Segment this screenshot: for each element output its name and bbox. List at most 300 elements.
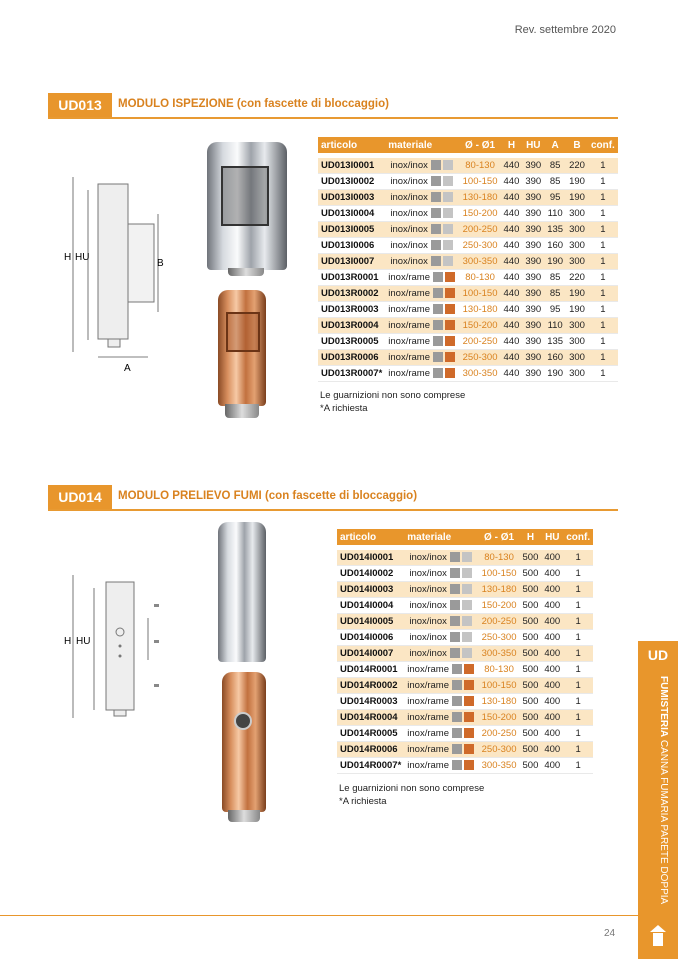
- material-swatch: [462, 584, 472, 594]
- material-cell: inox/rame: [385, 286, 459, 302]
- material-swatch: [445, 304, 455, 314]
- a-cell: 160: [544, 350, 566, 366]
- article-code: UD013I0002: [318, 174, 385, 190]
- b-cell: 190: [566, 302, 588, 318]
- table-row: [318, 222, 618, 238]
- conf-cell: 1: [588, 318, 618, 334]
- a-cell: 110: [544, 318, 566, 334]
- conf-cell: 1: [588, 286, 618, 302]
- hu-cell: 400: [541, 710, 563, 726]
- conf-cell: 1: [588, 174, 618, 190]
- table-row: [337, 598, 593, 614]
- material-swatch: [452, 664, 462, 674]
- table-row: [337, 630, 593, 646]
- h-cell: 500: [520, 710, 542, 726]
- notes-ud013: [320, 389, 465, 415]
- a-cell: 95: [544, 302, 566, 318]
- hu-cell: 390: [522, 302, 544, 318]
- hu-cell: 400: [541, 662, 563, 678]
- conf-cell: 1: [588, 366, 618, 382]
- hu-cell: 400: [541, 758, 563, 774]
- conf-cell: 1: [563, 614, 593, 630]
- material-swatch: [443, 224, 453, 234]
- dim-hu: HU: [75, 252, 90, 263]
- product-photo-steel-inspection: [207, 142, 287, 270]
- article-code: UD013R0007*: [318, 366, 385, 382]
- hu-cell: 390: [522, 222, 544, 238]
- dim-b: B: [157, 258, 164, 269]
- diameter-cell: 250-300: [479, 630, 520, 646]
- diameter-cell: 80-130: [479, 550, 520, 566]
- diameter-cell: 130-180: [460, 190, 501, 206]
- hu-cell: 400: [541, 678, 563, 694]
- article-code: UD014R0004: [337, 710, 404, 726]
- article-code: UD013R0005: [318, 334, 385, 350]
- article-code: UD013I0007: [318, 254, 385, 270]
- h-cell: 500: [520, 662, 542, 678]
- diameter-cell: 300-350: [460, 254, 501, 270]
- side-tab: [638, 641, 678, 959]
- material-swatch: [433, 336, 443, 346]
- material-swatch: [445, 352, 455, 362]
- table-row: [337, 662, 593, 678]
- note-on-request: *A richiesta: [320, 403, 368, 414]
- material-swatch: [445, 272, 455, 282]
- side-tab-text: FUMISTERIA CANNA FUMARIA PARETE DOPPIA: [658, 676, 669, 905]
- conf-cell: 1: [563, 598, 593, 614]
- conf-cell: 1: [588, 254, 618, 270]
- column-header: articolo: [318, 137, 385, 153]
- material-cell: inox/inox: [385, 238, 459, 254]
- a-cell: 190: [544, 366, 566, 382]
- conf-cell: 1: [563, 758, 593, 774]
- conf-cell: 1: [563, 694, 593, 710]
- b-cell: 220: [566, 270, 588, 286]
- h-cell: 500: [520, 550, 542, 566]
- spec-table-ud013: [318, 137, 618, 382]
- h-cell: 440: [501, 238, 523, 254]
- hu-cell: 400: [541, 742, 563, 758]
- b-cell: 300: [566, 318, 588, 334]
- a-cell: 85: [544, 270, 566, 286]
- material-cell: inox/rame: [404, 678, 478, 694]
- hu-cell: 400: [541, 582, 563, 598]
- column-header: Ø - Ø1: [479, 529, 520, 545]
- material-swatch: [445, 368, 455, 378]
- material-swatch: [443, 176, 453, 186]
- hu-cell: 390: [522, 366, 544, 382]
- diameter-cell: 250-300: [479, 742, 520, 758]
- material-cell: inox/rame: [385, 334, 459, 350]
- diameter-cell: 150-200: [460, 318, 501, 334]
- conf-cell: 1: [588, 238, 618, 254]
- h-cell: 440: [501, 318, 523, 334]
- a-cell: 190: [544, 254, 566, 270]
- home-arrow-icon[interactable]: [650, 925, 666, 947]
- material-swatch: [431, 256, 441, 266]
- h-cell: 440: [501, 190, 523, 206]
- material-cell: inox/inox: [404, 550, 478, 566]
- column-header: materiale: [404, 529, 478, 545]
- h-cell: 440: [501, 270, 523, 286]
- article-code: UD014R0002: [337, 678, 404, 694]
- hu-cell: 390: [522, 254, 544, 270]
- hu-cell: 390: [522, 206, 544, 222]
- article-code: UD014R0005: [337, 726, 404, 742]
- hu-cell: 390: [522, 190, 544, 206]
- a-cell: 135: [544, 222, 566, 238]
- hu-cell: 400: [541, 630, 563, 646]
- article-code: UD014I0004: [337, 598, 404, 614]
- h-cell: 440: [501, 286, 523, 302]
- b-cell: 190: [566, 286, 588, 302]
- table-row: [318, 174, 618, 190]
- article-code: UD013R0001: [318, 270, 385, 286]
- article-code: UD014I0002: [337, 566, 404, 582]
- h-cell: 500: [520, 566, 542, 582]
- material-cell: inox/rame: [404, 758, 478, 774]
- b-cell: 300: [566, 222, 588, 238]
- article-code: UD013I0001: [318, 158, 385, 174]
- conf-cell: 1: [563, 726, 593, 742]
- diameter-cell: 100-150: [479, 678, 520, 694]
- material-swatch: [462, 600, 472, 610]
- hu-cell: 390: [522, 158, 544, 174]
- material-swatch: [445, 336, 455, 346]
- a-cell: 85: [544, 286, 566, 302]
- b-cell: 300: [566, 366, 588, 382]
- hu-cell: 390: [522, 174, 544, 190]
- diameter-cell: 100-150: [460, 286, 501, 302]
- article-code: UD013R0003: [318, 302, 385, 318]
- hu-cell: 400: [541, 566, 563, 582]
- h-cell: 440: [501, 350, 523, 366]
- technical-drawing-ud014: [58, 570, 168, 725]
- material-cell: inox/rame: [385, 318, 459, 334]
- table-row: [337, 566, 593, 582]
- spec-table-ud014: [337, 529, 593, 774]
- table-row: [337, 726, 593, 742]
- material-swatch: [462, 632, 472, 642]
- material-swatch: [431, 208, 441, 218]
- article-code: UD014I0001: [337, 550, 404, 566]
- material-swatch: [464, 664, 474, 674]
- diameter-cell: 300-350: [479, 646, 520, 662]
- material-swatch: [462, 616, 472, 626]
- material-cell: inox/inox: [404, 614, 478, 630]
- material-cell: inox/rame: [385, 350, 459, 366]
- diameter-cell: 80-130: [479, 662, 520, 678]
- revision-date: Rev. settembre 2020: [514, 24, 616, 36]
- material-swatch: [450, 552, 460, 562]
- h-cell: 500: [520, 630, 542, 646]
- b-cell: 190: [566, 190, 588, 206]
- diameter-cell: 250-300: [460, 238, 501, 254]
- material-swatch: [464, 712, 474, 722]
- conf-cell: 1: [588, 190, 618, 206]
- note-gaskets: Le guarnizioni non sono comprese: [339, 783, 485, 794]
- diameter-cell: 80-130: [460, 270, 501, 286]
- material-swatch: [452, 680, 462, 690]
- diameter-cell: 100-150: [479, 566, 520, 582]
- column-header: materiale: [385, 137, 459, 153]
- table-row: [318, 158, 618, 174]
- table-row: [337, 694, 593, 710]
- column-header: B: [566, 137, 588, 153]
- column-header: Ø - Ø1: [460, 137, 501, 153]
- page-number: 24: [604, 928, 616, 939]
- material-swatch: [443, 256, 453, 266]
- table-row: [318, 270, 618, 286]
- material-cell: inox/inox: [385, 190, 459, 206]
- material-swatch: [462, 552, 472, 562]
- dim-h: H: [64, 252, 72, 263]
- a-cell: 85: [544, 174, 566, 190]
- table-row: [337, 614, 593, 630]
- material-swatch: [464, 744, 474, 754]
- table-row: [318, 286, 618, 302]
- hu-cell: 390: [522, 270, 544, 286]
- hu-cell: 400: [541, 614, 563, 630]
- h-cell: 500: [520, 694, 542, 710]
- diameter-cell: 150-200: [479, 710, 520, 726]
- b-cell: 300: [566, 206, 588, 222]
- section-header-ud013: [48, 93, 618, 119]
- a-cell: 135: [544, 334, 566, 350]
- conf-cell: 1: [563, 630, 593, 646]
- hu-cell: 400: [541, 550, 563, 566]
- material-swatch: [443, 240, 453, 250]
- column-header: H: [520, 529, 542, 545]
- material-swatch: [462, 568, 472, 578]
- material-cell: inox/inox: [385, 158, 459, 174]
- column-header: A: [544, 137, 566, 153]
- material-swatch: [464, 728, 474, 738]
- material-cell: inox/rame: [404, 742, 478, 758]
- product-photo-copper-inspection: [218, 290, 266, 406]
- conf-cell: 1: [588, 302, 618, 318]
- material-cell: inox/rame: [385, 366, 459, 382]
- table-row: [318, 366, 618, 382]
- material-swatch: [450, 648, 460, 658]
- conf-cell: 1: [563, 582, 593, 598]
- article-code: UD014I0006: [337, 630, 404, 646]
- conf-cell: 1: [563, 710, 593, 726]
- material-swatch: [452, 712, 462, 722]
- conf-cell: 1: [563, 742, 593, 758]
- material-swatch: [431, 176, 441, 186]
- material-swatch: [445, 288, 455, 298]
- diameter-cell: 200-250: [479, 614, 520, 630]
- material-swatch: [433, 288, 443, 298]
- diameter-cell: 150-200: [479, 598, 520, 614]
- material-cell: inox/inox: [385, 174, 459, 190]
- product-photo-steel-sampling: [218, 522, 266, 662]
- side-tab-code: UD: [647, 647, 669, 663]
- note-on-request: *A richiesta: [339, 796, 387, 807]
- column-header: HU: [541, 529, 563, 545]
- diameter-cell: 130-180: [460, 302, 501, 318]
- hu-cell: 390: [522, 350, 544, 366]
- section-title: MODULO ISPEZIONE (con fascette di bloccaggio): [118, 98, 389, 110]
- diameter-cell: 130-180: [479, 582, 520, 598]
- material-swatch: [452, 696, 462, 706]
- material-swatch: [433, 368, 443, 378]
- hu-cell: 390: [522, 286, 544, 302]
- material-cell: inox/rame: [404, 694, 478, 710]
- material-swatch: [450, 568, 460, 578]
- product-photo-copper-sampling: [222, 672, 266, 812]
- b-cell: 300: [566, 238, 588, 254]
- conf-cell: 1: [588, 334, 618, 350]
- diameter-cell: 300-350: [479, 758, 520, 774]
- material-swatch: [443, 208, 453, 218]
- material-cell: inox/inox: [385, 206, 459, 222]
- article-code: UD013I0006: [318, 238, 385, 254]
- article-code: UD014R0006: [337, 742, 404, 758]
- table-row: [337, 710, 593, 726]
- h-cell: 440: [501, 222, 523, 238]
- material-swatch: [450, 632, 460, 642]
- hu-cell: 400: [541, 598, 563, 614]
- table-row: [318, 350, 618, 366]
- dim-h: H: [64, 636, 72, 647]
- h-cell: 500: [520, 582, 542, 598]
- table-row: [337, 646, 593, 662]
- hu-cell: 400: [541, 694, 563, 710]
- b-cell: 300: [566, 254, 588, 270]
- a-cell: 160: [544, 238, 566, 254]
- material-swatch: [431, 160, 441, 170]
- conf-cell: 1: [588, 158, 618, 174]
- article-code: UD014I0003: [337, 582, 404, 598]
- a-cell: 95: [544, 190, 566, 206]
- a-cell: 85: [544, 158, 566, 174]
- material-swatch: [431, 192, 441, 202]
- material-cell: inox/rame: [404, 662, 478, 678]
- material-swatch: [443, 192, 453, 202]
- h-cell: 440: [501, 302, 523, 318]
- notes-ud014: [339, 782, 484, 808]
- material-swatch: [450, 616, 460, 626]
- material-cell: inox/inox: [404, 566, 478, 582]
- column-header: conf.: [563, 529, 593, 545]
- footer-divider: [0, 915, 638, 916]
- conf-cell: 1: [563, 646, 593, 662]
- material-swatch: [450, 584, 460, 594]
- material-swatch: [464, 680, 474, 690]
- material-swatch: [464, 760, 474, 770]
- diameter-cell: 80-130: [460, 158, 501, 174]
- article-code: UD014I0005: [337, 614, 404, 630]
- material-swatch: [452, 760, 462, 770]
- section-header-ud014: [48, 485, 618, 511]
- column-header: H: [501, 137, 523, 153]
- hu-cell: 390: [522, 318, 544, 334]
- material-swatch: [433, 272, 443, 282]
- h-cell: 500: [520, 726, 542, 742]
- table-row: [337, 758, 593, 774]
- material-swatch: [450, 600, 460, 610]
- material-swatch: [445, 320, 455, 330]
- hu-cell: 390: [522, 238, 544, 254]
- table-row: [318, 254, 618, 270]
- article-code: UD013R0006: [318, 350, 385, 366]
- b-cell: 190: [566, 174, 588, 190]
- h-cell: 500: [520, 614, 542, 630]
- diameter-cell: 250-300: [460, 350, 501, 366]
- diameter-cell: 200-250: [460, 334, 501, 350]
- article-code: UD013R0004: [318, 318, 385, 334]
- material-cell: inox/inox: [404, 646, 478, 662]
- article-code: UD014R0003: [337, 694, 404, 710]
- conf-cell: 1: [588, 350, 618, 366]
- material-swatch: [433, 320, 443, 330]
- table-row: [318, 238, 618, 254]
- section-code: UD013: [48, 93, 112, 117]
- diameter-cell: 200-250: [460, 222, 501, 238]
- material-swatch: [431, 224, 441, 234]
- conf-cell: 1: [588, 206, 618, 222]
- conf-cell: 1: [588, 270, 618, 286]
- h-cell: 500: [520, 646, 542, 662]
- h-cell: 440: [501, 334, 523, 350]
- table-row: [337, 582, 593, 598]
- h-cell: 500: [520, 742, 542, 758]
- b-cell: 220: [566, 158, 588, 174]
- column-header: conf.: [588, 137, 618, 153]
- material-cell: inox/rame: [404, 726, 478, 742]
- material-cell: inox/inox: [404, 598, 478, 614]
- h-cell: 440: [501, 174, 523, 190]
- diameter-cell: 200-250: [479, 726, 520, 742]
- b-cell: 300: [566, 350, 588, 366]
- material-cell: inox/rame: [385, 302, 459, 318]
- column-header: articolo: [337, 529, 404, 545]
- material-swatch: [433, 304, 443, 314]
- b-cell: 300: [566, 334, 588, 350]
- material-swatch: [464, 696, 474, 706]
- h-cell: 500: [520, 758, 542, 774]
- diameter-cell: 300-350: [460, 366, 501, 382]
- dim-a: A: [124, 363, 131, 374]
- section-title: MODULO PRELIEVO FUMI (con fascette di bloccaggio): [118, 490, 418, 502]
- h-cell: 440: [501, 158, 523, 174]
- h-cell: 440: [501, 366, 523, 382]
- material-cell: inox/inox: [404, 630, 478, 646]
- note-gaskets: Le guarnizioni non sono comprese: [320, 390, 466, 401]
- diameter-cell: 150-200: [460, 206, 501, 222]
- material-swatch: [452, 728, 462, 738]
- conf-cell: 1: [563, 662, 593, 678]
- diameter-cell: 100-150: [460, 174, 501, 190]
- column-header: HU: [522, 137, 544, 153]
- hu-cell: 390: [522, 334, 544, 350]
- article-code: UD013I0003: [318, 190, 385, 206]
- conf-cell: 1: [588, 222, 618, 238]
- article-code: UD013I0004: [318, 206, 385, 222]
- material-cell: inox/inox: [385, 254, 459, 270]
- diameter-cell: 130-180: [479, 694, 520, 710]
- table-row: [337, 742, 593, 758]
- article-code: UD014I0007: [337, 646, 404, 662]
- h-cell: 440: [501, 254, 523, 270]
- material-swatch: [431, 240, 441, 250]
- article-code: UD014R0007*: [337, 758, 404, 774]
- h-cell: 500: [520, 598, 542, 614]
- hu-cell: 400: [541, 646, 563, 662]
- technical-drawing-ud013: [58, 172, 178, 377]
